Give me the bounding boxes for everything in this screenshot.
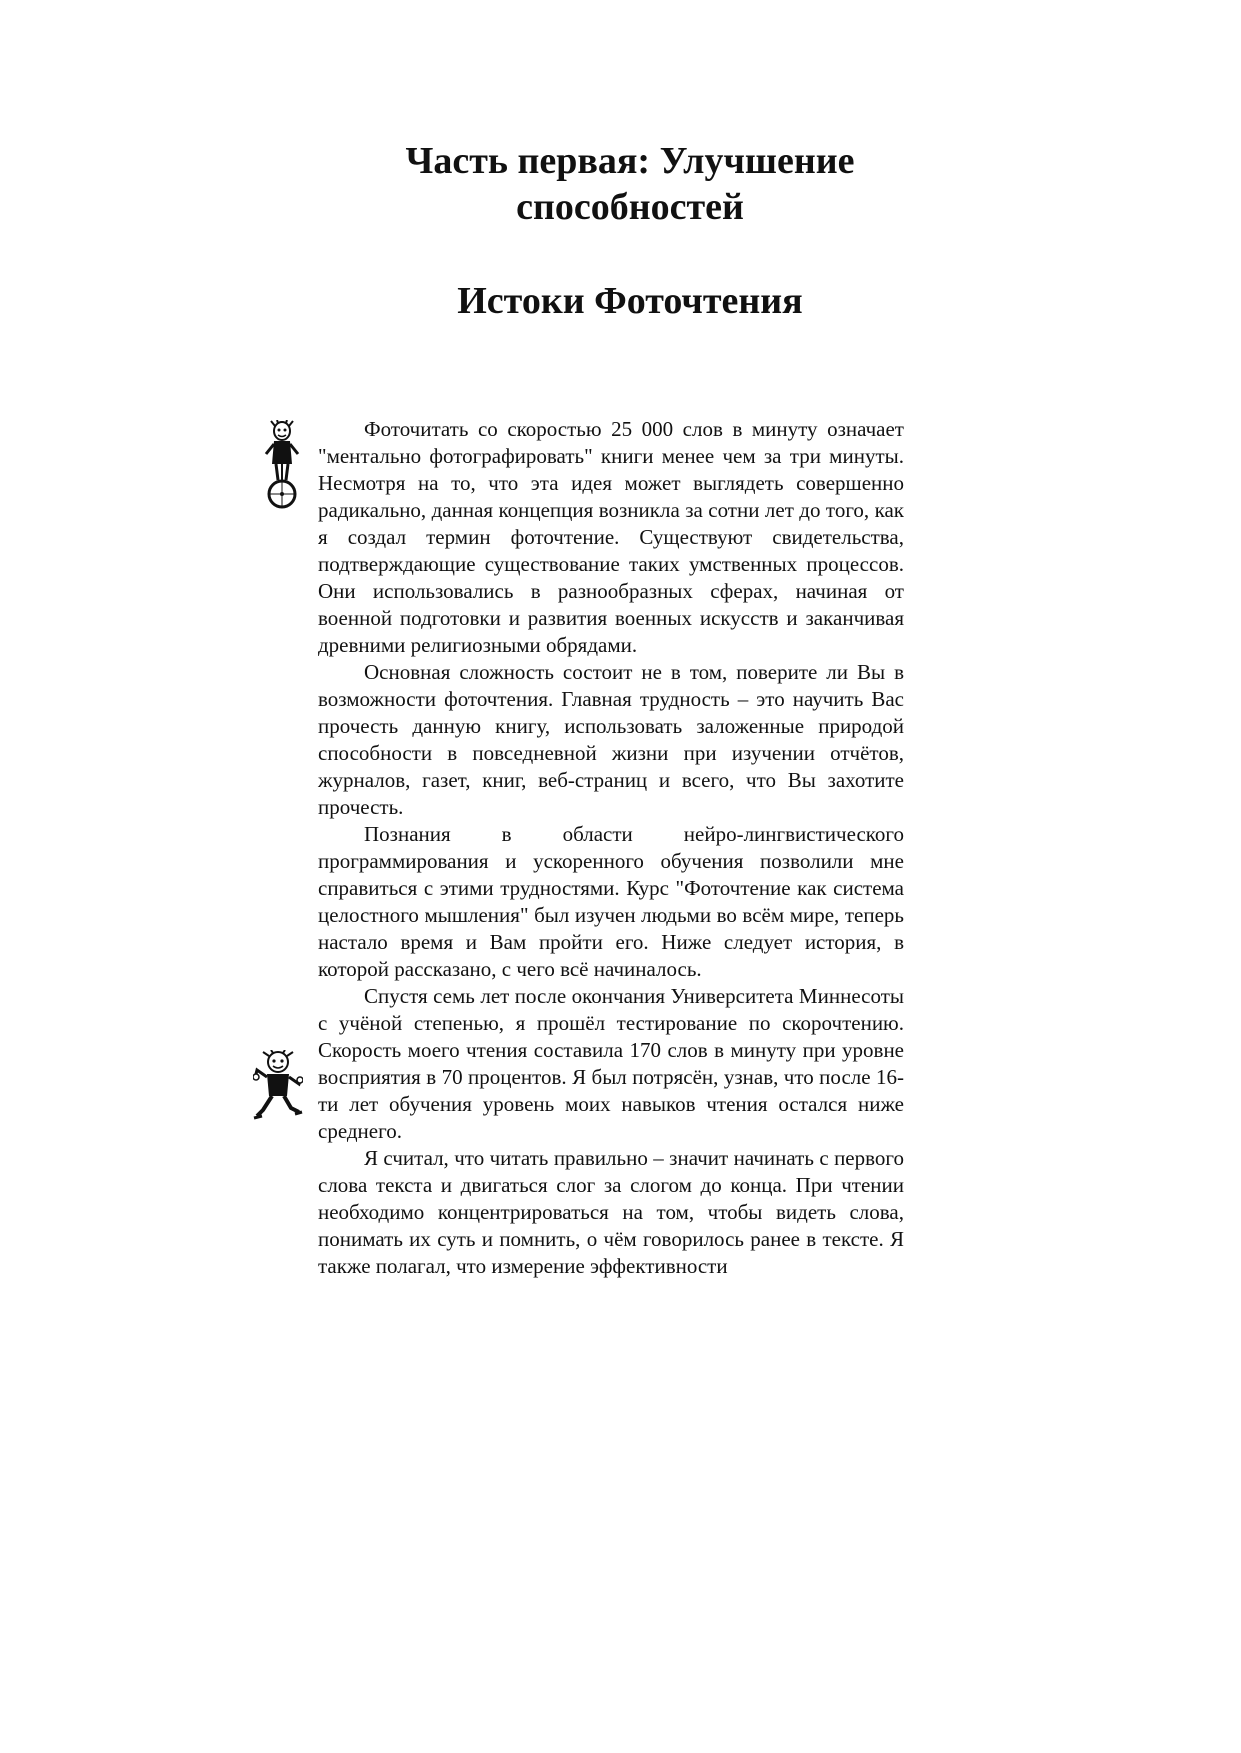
paragraph: Я считал, что читать правильно – значит начинать с первого слова текста и двигаться слог за слогом до конца. При чтении необходимо концентрироваться на том, чтобы видеть слова, понимать их суть и помнить, о чём говорилось ранее в тексте. Я также полагал, что измерение эффективности	[318, 1146, 904, 1278]
chapter-title: Истоки Фоточтения	[457, 280, 803, 322]
paragraph: Спустя семь лет после окончания Университета Миннесоты с учёной степенью, я прошёл тестирование по скорочтению. Скорость моего чтения составила 170 слов в минуту при уровне восприятия в 70 процентов. Я был потрясён, узнав, что после 16-ти лет обучения уровень моих навыков чтения остался ниже среднего.	[318, 984, 904, 1143]
body-text	[318, 416, 904, 1280]
part-title: Часть первая: Улучшение способностей	[405, 140, 855, 228]
dancing-figure-icon	[253, 1050, 303, 1122]
paragraph: Основная сложность состоит не в том, поверите ли Вы в возможности фоточтения. Главная трудность – это научить Вас прочесть данную книгу, использовать заложенные природой способности в повседневной жизни при изучении отчётов, журналов, газет, книг, веб-страниц и всего, что Вы захотите прочесть.	[318, 660, 904, 819]
paragraph: Познания в области нейро-лингвистического программирования и ускоренного обучения позволили мне справиться с этими трудностями. Курс "Фоточтение как система целостного мышления" был изучен людьми во всём мире, теперь настало время и Вам пройти его. Ниже следует история, в которой рассказано, с чего всё начиналось.	[318, 822, 904, 981]
unicycle-figure-icon	[262, 420, 302, 510]
paragraph: Фоточитать со скоростью 25 000 слов в минуту означает "ментально фотографировать" книги менее чем за три минуты. Несмотря на то, что эта идея может выглядеть совершенно радикально, данная концепция возникла за сотни лет до того, как я создал термин фоточтение. Существуют свидетельства, подтверждающие существование таких умственных процессов. Они использовались в разнообразных сферах, начиная от военной подготовки и развития военных искусств и заканчивая древними религиозными обрядами.	[318, 417, 904, 657]
